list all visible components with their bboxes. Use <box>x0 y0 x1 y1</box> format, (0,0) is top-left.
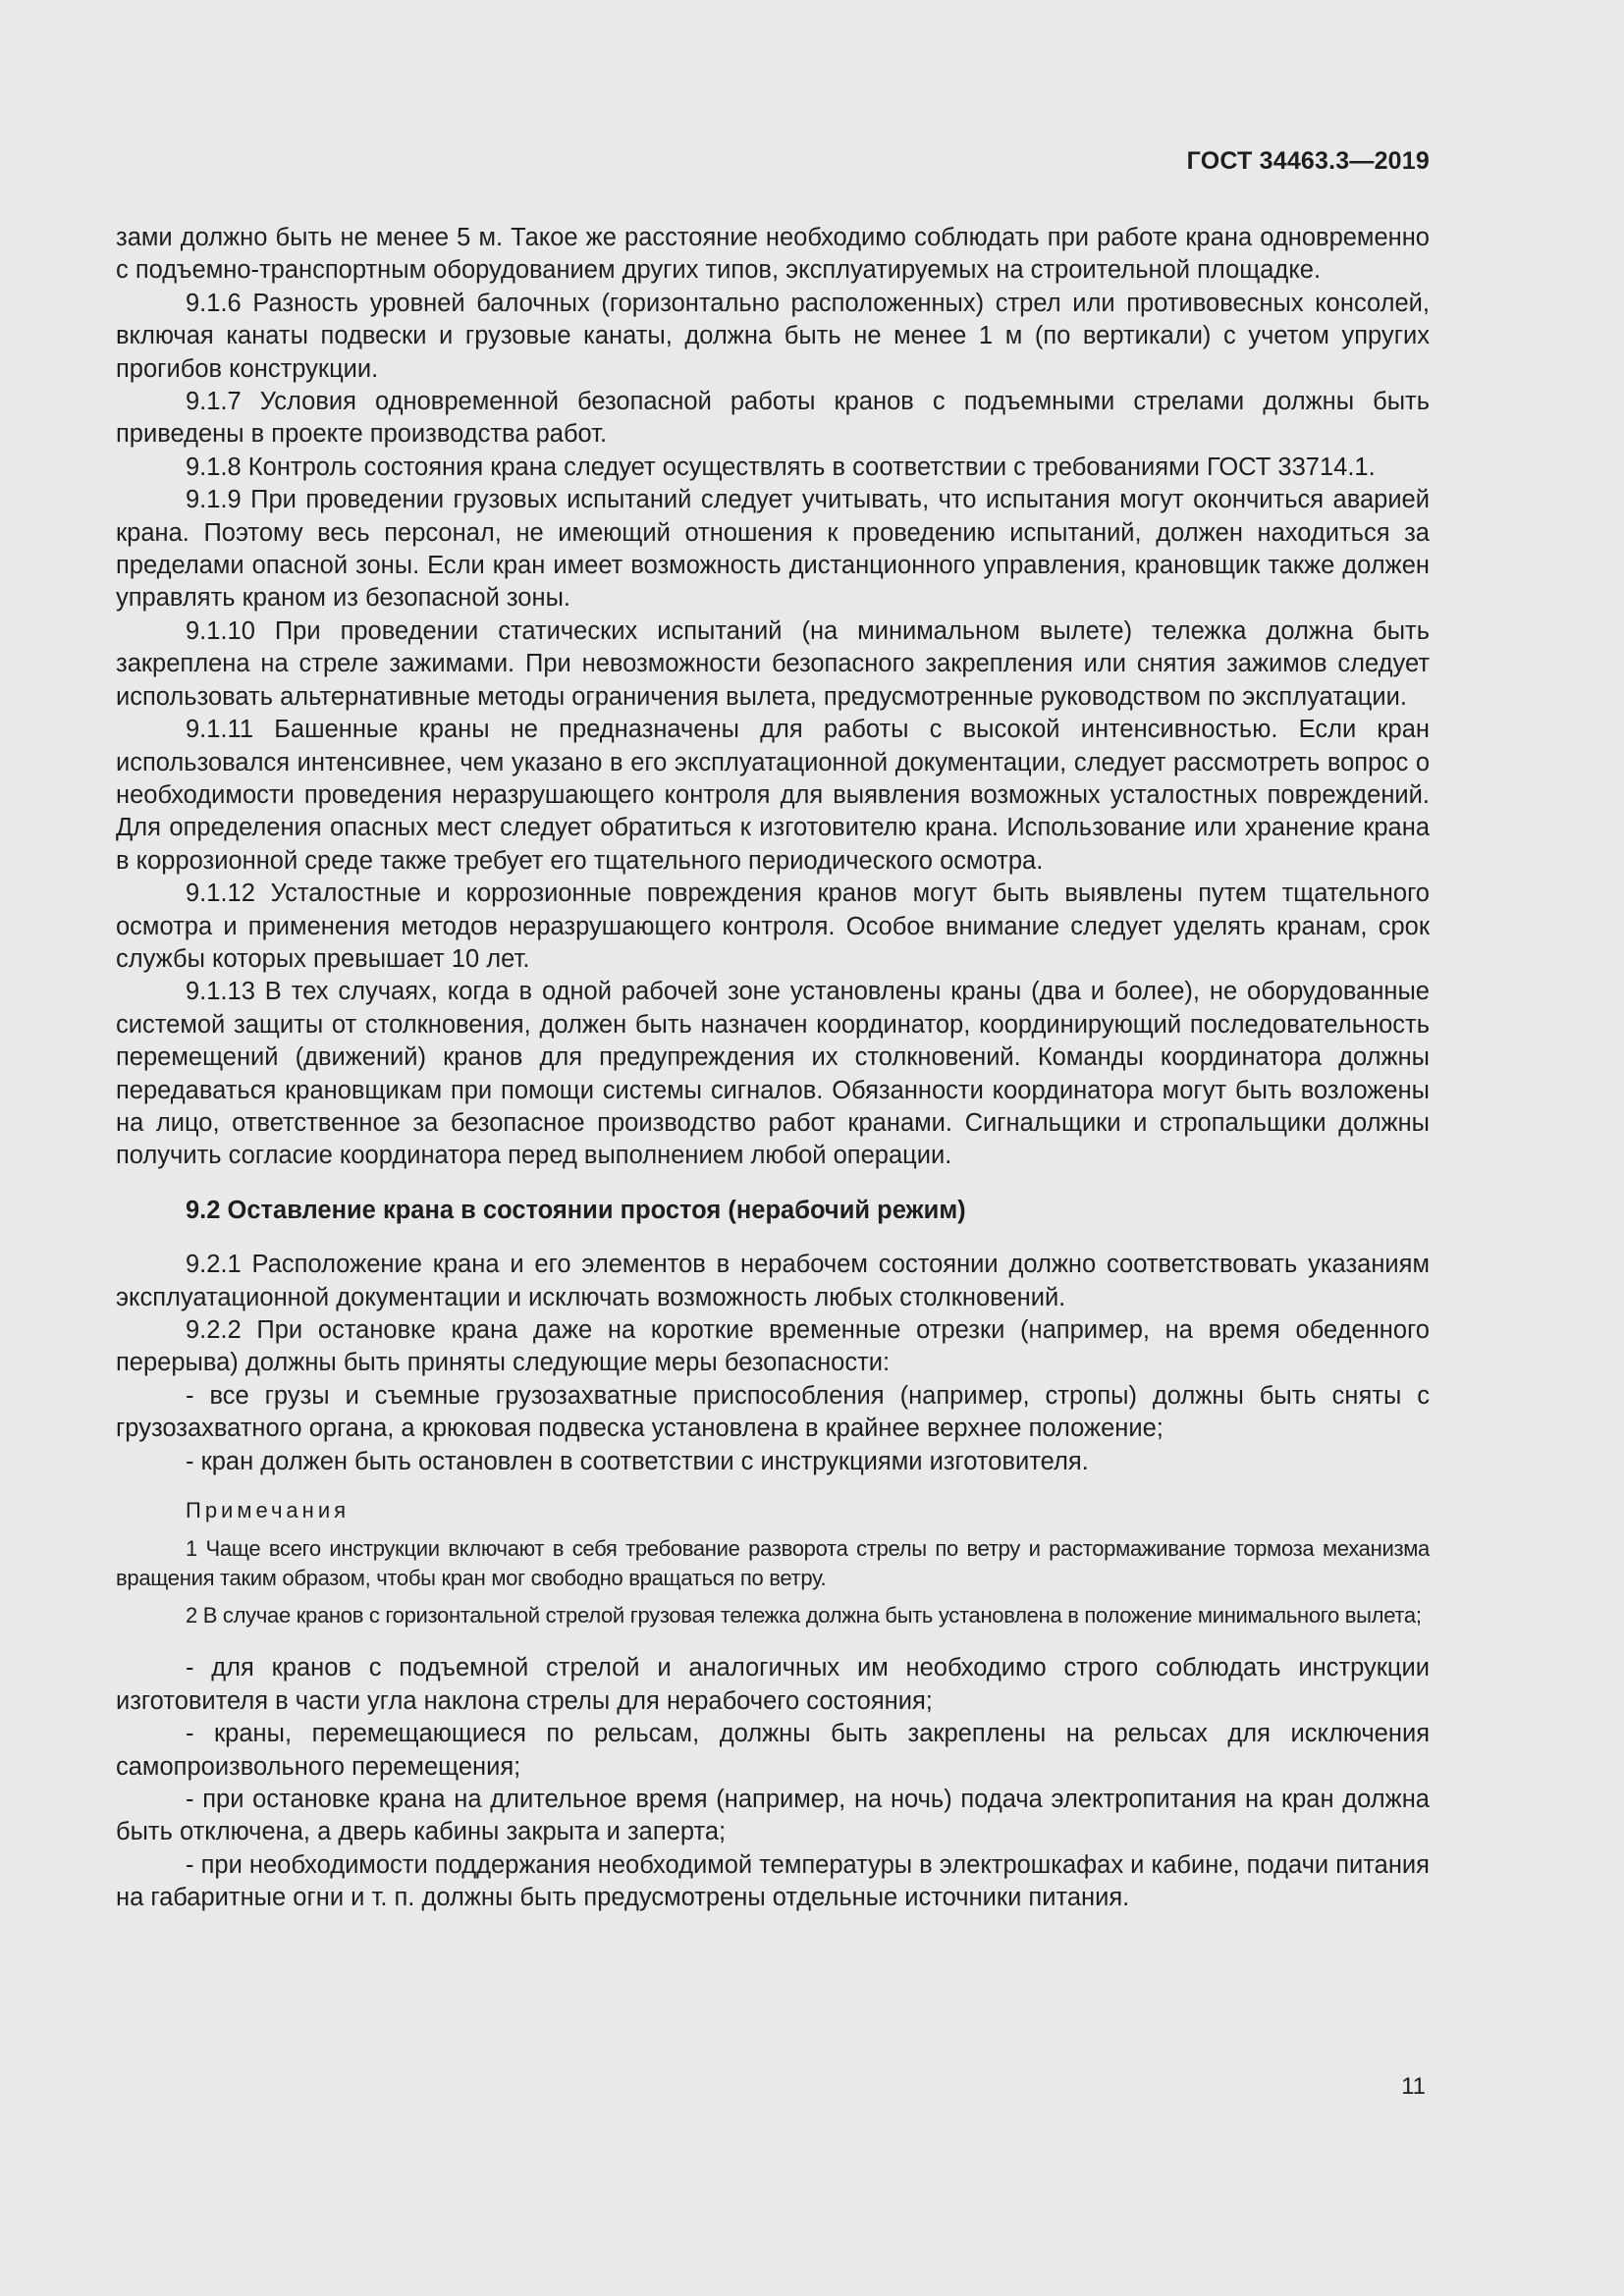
list-item: - кран должен быть остановлен в соответствии с инструкциями изготовителя. <box>186 1447 1089 1475</box>
paragraph-continuation: зами должно быть не менее 5 м. Такое же расстояние необходимо соблюдать при работе крана одновременно с подъемно-транспортным оборудованием других типов, эксплуатируемых на строительной площадке. <box>116 224 1430 285</box>
paragraph-9-1-8: 9.1.8 Контроль состояния крана следует осуществлять в соответствии с требованиями ГОСТ 33714.1. <box>186 453 1376 481</box>
section-heading-9-2: 9.2 Оставление крана в состоянии простоя (нерабочий режим) <box>186 1196 966 1224</box>
note-1: 1 Чаще всего инструкции включают в себя требование разворота стрелы по ветру и растормаживание тормоза механизма вращения таким образом, чтобы кран мог свободно вращаться по ветру. <box>116 1536 1430 1591</box>
paragraph-9-2-1: 9.2.1 Расположение крана и его элементов в нерабочем состоянии должно соответствовать указаниям эксплуатационной документации и исключать возможность любых столкновений. <box>116 1251 1430 1311</box>
list-item: - при остановке крана на длительное время (например, на ночь) подача электропитания на кран должна быть отключена, а дверь кабины закрыта и заперта; <box>116 1786 1430 1846</box>
paragraph-9-1-6: 9.1.6 Разность уровней балочных (горизонтально расположенных) стрел или противовесных консолей, включая канаты подвески и грузовые канаты, должна быть не менее 1 м (по вертикали) с учетом упругих прогибов конструкции. <box>116 289 1430 383</box>
list-item: - краны, перемещающиеся по рельсам, должны быть закреплены на рельсах для исключения самопроизвольного перемещения; <box>116 1720 1430 1781</box>
document-code: ГОСТ 34463.3—2019 <box>1186 147 1430 175</box>
paragraph-9-1-7: 9.1.7 Условия одновременной безопасной работы кранов с подъемными стрелами должны быть приведены в проекте производства работ. <box>116 388 1430 449</box>
page-number: 11 <box>1401 2073 1426 2100</box>
paragraph-9-1-9: 9.1.9 При проведении грузовых испытаний следует учитывать, что испытания могут окончиться аварией крана. Поэтому весь персонал, не имеющий отношения к проведению испытаний, должен находиться за пределами опасной зоны. Если кран имеет возможность дистанционного управления, крановщик также должен управлять краном из безопасной зоны. <box>116 486 1430 613</box>
note-2: 2 В случае кранов с горизонтальной стрелой грузовая тележка должна быть установлена в положение минимального вылета; <box>186 1603 1422 1629</box>
paragraph-9-1-10: 9.1.10 При проведении статических испытаний (на минимальном вылете) тележка должна быть закреплена на стреле зажимами. При невозможности безопасного закрепления или снятия зажимов следует использовать альтернативные методы ограничения вылета, предусмотренные руководством по эксплуатации. <box>116 616 1430 711</box>
document-body <box>116 222 1430 1915</box>
paragraph-9-1-13: 9.1.13 В тех случаях, когда в одной рабочей зоне установлены краны (два и более), не оборудованные системой защиты от столкновения, должен быть назначен координатор, координирующий последовательность перемещений (движений) кранов для предупреждения их столкновений. Команды координатора должны передаваться крановщикам при помощи системы сигналов. Обязанности координатора могут быть возложены на лицо, ответственное за безопасное производство работ кранами. Сигнальщики и стропальщики должны получить согласие координатора перед выполнением любой операции. <box>116 978 1430 1170</box>
list-item: - при необходимости поддержания необходимой температуры в электрошкафах и кабине, подачи питания на габаритные огни и т. п. должны быть предусмотрены отдельные источники питания. <box>116 1850 1430 1912</box>
paragraph-9-1-12: 9.1.12 Усталостные и коррозионные повреждения кранов могут быть выявлены путем тщательного осмотра и применения методов неразрушающего контроля. Особое внимание следует уделять кранам, срок службы которых превышает 10 лет. <box>116 880 1430 973</box>
list-item: - для кранов с подъемной стрелой и аналогичных им необходимо строго соблюдать инструкции изготовителя в части угла наклона стрелы для нерабочего состояния; <box>116 1654 1430 1715</box>
paragraph-9-1-11: 9.1.11 Башенные краны не предназначены для работы с высокой интенсивностью. Если кран использовался интенсивнее, чем указано в его эксплуатационной документации, следует рассмотреть вопрос о необходимости проведения неразрушающего контроля для выявления возможных усталостных повреждений. Для определения опасных мест следует обратиться к изготовителю крана. Использование или хранение крана в коррозионной среде также требует его тщательного периодического осмотра. <box>116 716 1430 875</box>
list-item: - все грузы и съемные грузозахватные приспособления (например, стропы) должны быть сняты с грузозахватного органа, а крюковая подвеска установлена в крайнее верхнее положение; <box>116 1381 1430 1443</box>
paragraph-9-2-2: 9.2.2 При остановке крана даже на короткие временные отрезки (например, на время обеденного перерыва) должны быть приняты следующие меры безопасности: <box>116 1316 1430 1377</box>
notes-title: Примечания <box>186 1498 351 1523</box>
